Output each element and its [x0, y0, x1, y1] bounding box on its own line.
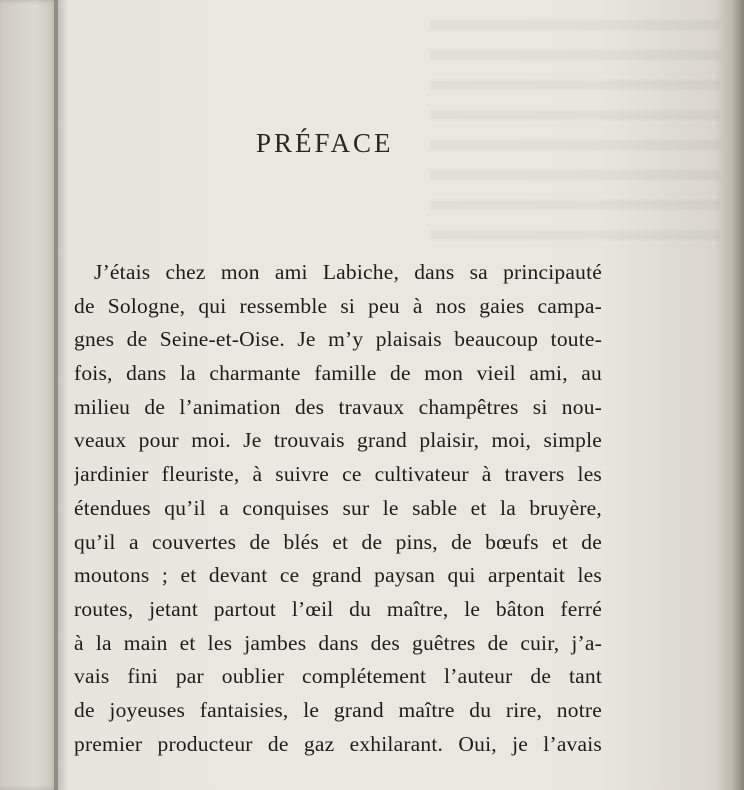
text-line: qu’il a couvertes de blés et de pins, de bœufs et de: [74, 529, 602, 554]
text-line: étendues qu’il a conquises sur le sable et la bruyère,: [74, 495, 602, 520]
text-line: fois, dans la charmante famille de mon vieil ami, au: [74, 361, 602, 386]
text-line: jardinier fleuriste, à suivre ce cultivateur à travers les: [74, 462, 602, 487]
text-line: milieu de l’animation des travaux champêtres si nou-: [74, 394, 602, 419]
text-line: de joyeuses fantaisies, le grand maître du rire, notre: [74, 697, 602, 722]
text-line: vais fini par oublier complétement l’auteur de tant: [74, 664, 602, 689]
text-line: moutons ; et devant ce grand paysan qui arpentait les: [74, 563, 602, 588]
text-line: à la main et les jambes dans des guêtres de cuir, j’a-: [74, 630, 602, 655]
text-line: veaux pour moi. Je trouvais grand plaisir, moi, simple: [74, 428, 602, 453]
text-line: gnes de Seine-et-Oise. Je m’y plaisais beaucoup toute-: [74, 327, 602, 352]
book-page: [58, 0, 714, 790]
facing-page-edge: [0, 0, 58, 790]
text-line: routes, jetant partout l’œil du maître, le bâton ferré: [74, 596, 602, 621]
body-paragraph: [74, 256, 602, 761]
text-line: J’étais chez mon ami Labiche, dans sa principauté: [94, 260, 602, 284]
page-right-edge: [714, 0, 744, 790]
text-line: premier producteur de gaz exhilarant. Oui, je l’avais: [74, 731, 602, 756]
page-title: PRÉFACE: [256, 128, 394, 158]
text-line: de Sologne, qui ressemble si peu à nos gaies campa-: [74, 293, 602, 318]
